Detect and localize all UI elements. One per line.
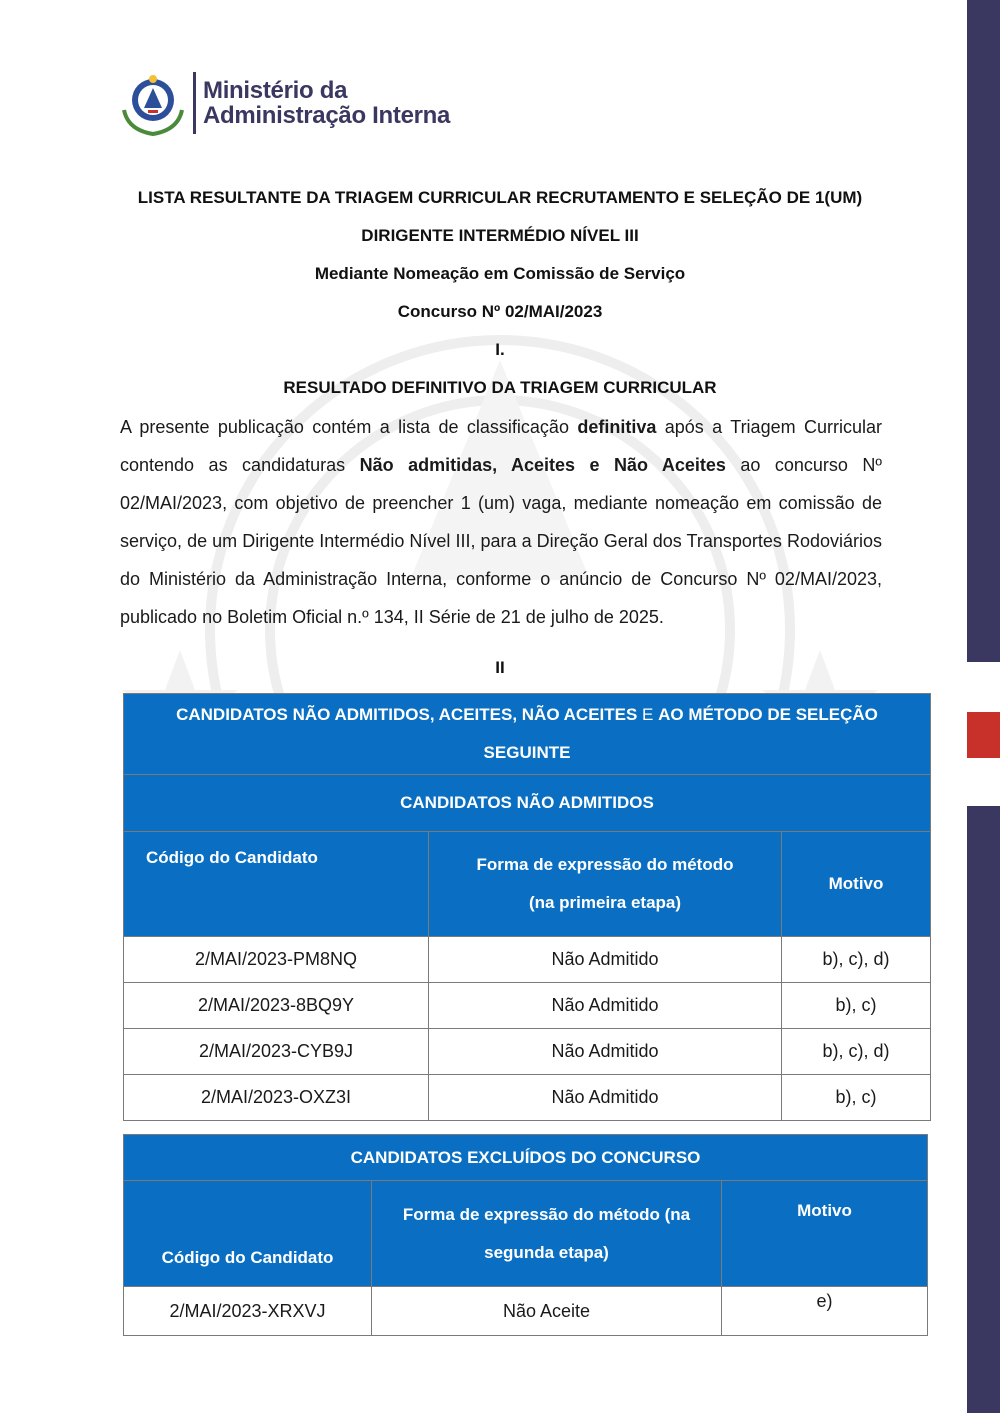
row-form: Não Admitido [429,983,782,1029]
title-line-1: LISTA RESULTANTE DA TRIAGEM CURRICULAR RECRUTAMENTO E SELEÇÃO DE 1(UM) [137,188,863,207]
table-row [124,937,931,983]
table2-col-reason: Motivo [722,1181,928,1287]
row-code: 2/MAI/2023-8BQ9Y [124,983,429,1029]
table1-col-form: Forma de expressão do método (na primeira etapa) [429,832,782,937]
row-reason: b), c), d) [782,937,931,983]
row-code: 2/MAI/2023-XRXVJ [124,1287,372,1336]
body-bold-1: definitiva [577,417,657,437]
title-line-2: DIRIGENTE INTERMÉDIO NÍVEL III [361,226,639,245]
side-bar-top [967,0,1000,662]
body-paragraph [120,408,882,636]
row-form: Não Admitido [429,937,782,983]
logo-separator [193,72,196,134]
section-2-number: II [495,658,505,677]
logo-text [203,78,450,128]
table1-col-code: Código do Candidato [124,832,429,937]
ministry-logo [118,70,450,136]
non-admitted-table [123,693,931,1121]
excluded-table [123,1134,928,1336]
body-bold-2: Não admitidas, Aceites e Não Aceites [359,455,726,475]
section-1-number: I. [495,340,505,359]
contest-number: Concurso Nº 02/MAI/2023 [397,302,603,321]
row-form: Não Aceite [372,1287,722,1336]
logo-line-1: Ministério da [203,77,348,104]
row-reason: e) [722,1287,928,1336]
table1-subcaption: CANDIDATOS NÃO ADMITIDOS [124,775,931,832]
row-reason: b), c), d) [782,1029,931,1075]
row-code: 2/MAI/2023-OXZ3I [124,1075,429,1121]
row-code: 2/MAI/2023-CYB9J [124,1029,429,1075]
body-text-3: ao concurso Nº 02/MAI/2023, com objetivo de preencher 1 (um) vaga, mediante nomeação em comissão de serviço, de um Dirigente Intermédio Nível III, para a Direção Geral dos Transportes Rodoviários do Ministério da Administração Interna, conforme o anúncio de Concurso Nº 02/MAI/2023, publicado no Boletim Oficial n.º 134, II Série de 21 de julho de 2025. [120,455,882,627]
table1-col-reason: Motivo [782,832,931,937]
table1-caption-b: AO MÉTODO DE SELEÇÃO SEGUINTE [483,705,878,762]
table1-caption-a: CANDIDATOS NÃO ADMITIDOS, ACEITES, NÃO ACEITES [176,705,638,724]
table1-caption-e: E [637,705,659,724]
row-form: Não Admitido [429,1029,782,1075]
row-reason: b), c) [782,1075,931,1121]
row-code: 2/MAI/2023-PM8NQ [124,937,429,983]
logo-line-2: Administração Interna [203,102,451,129]
table-row [124,1029,931,1075]
table2-caption: CANDIDATOS EXCLUÍDOS DO CONCURSO [124,1135,928,1181]
table2-col-form: Forma de expressão do método (na segunda etapa) [372,1181,722,1287]
table-row [124,983,931,1029]
section-1-title: RESULTADO DEFINITIVO DA TRIAGEM CURRICULAR [283,378,717,397]
table-row [124,1287,928,1336]
side-bar-red [967,712,1000,758]
table-row [124,1075,931,1121]
side-bar-bottom [967,806,1000,1413]
subtitle: Mediante Nomeação em Comissão de Serviço [314,264,686,283]
table1-caption [124,694,931,775]
ministry-seal-icon [118,70,188,136]
body-text-1: A presente publicação contém a lista de classificação [120,417,578,437]
row-form: Não Admitido [429,1075,782,1121]
table2-col-code: Código do Candidato [124,1181,372,1287]
body-text-2: após a Triagem Curricular contendo as candidaturas [120,417,882,475]
row-reason: b), c) [782,983,931,1029]
